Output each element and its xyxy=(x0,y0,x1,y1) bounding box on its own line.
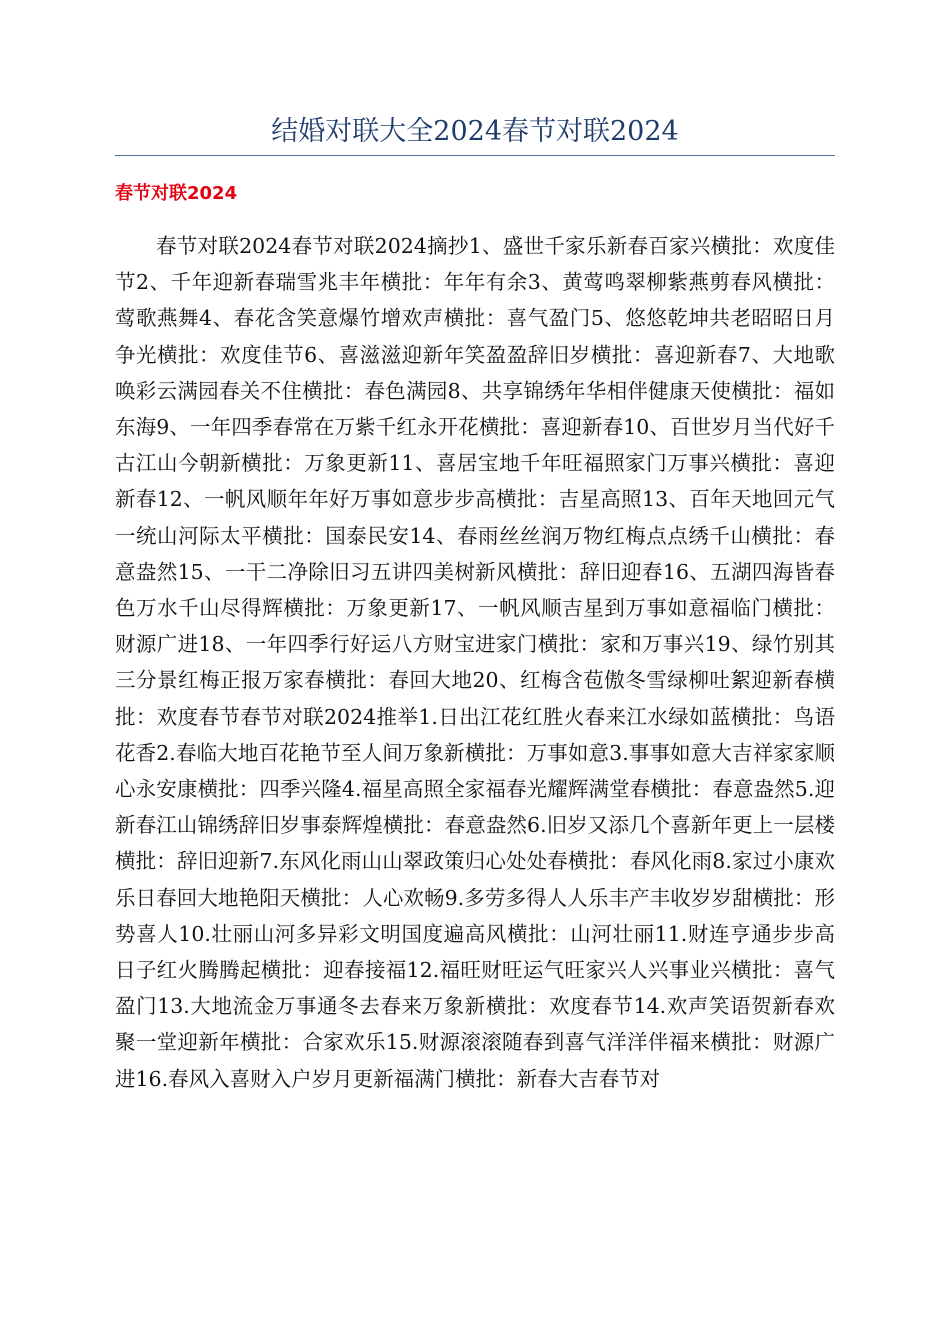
title-divider xyxy=(115,155,835,156)
section-heading: 春节对联2024 xyxy=(115,183,238,204)
body-paragraph: 春节对联2024春节对联2024摘抄1、盛世千家乐新春百家兴横批：欢度佳节2、千年迎新春瑞雪兆丰年横批：年年有余3、黄莺鸣翠柳紫燕剪春风横批：莺歌燕舞4、春花含笑意爆竹增欢声横批：喜气盈门5、悠悠乾坤共老昭昭日月争光横批：欢度佳节6、喜滋滋迎新年笑盈盈辞旧岁横批：喜迎新春7、大地歌唤彩云满园春关不住横批：春色满园8、共享锦绣年华相伴健康天使横批：福如东海9、一年四季春常在万紫千红永开花横批：喜迎新春10、百世岁月当代好千古江山今朝新横批：万象更新11、喜居宝地千年旺福照家门万事兴横批：喜迎新春12、一帆风顺年年好万事如意步步高横批：吉星高照13、百年天地回元气一统山河际太平横批：国泰民安14、春雨丝丝润万物红梅点点绣千山横批：春意盎然15、一干二净除旧习五讲四美树新风横批：辞旧迎春16、五湖四海皆春色万水千山尽得辉横批：万象更新17、一帆风顺吉星到万事如意福临门横批：财源广进18、一年四季行好运八方财宝进家门横批：家和万事兴19、绿竹别其三分景红梅正报万家春横批：春回大地20、红梅含苞傲冬雪绿柳吐絮迎新春横批：欢度春节春节对联2024推举1.日出江花红胜火春来江水绿如蓝横批：鸟语花香2.春临大地百花艳节至人间万象新横批：万事如意3.事事如意大吉祥家家顺心永安康横批：四季兴隆4.福星高照全家福春光耀辉满堂春横批：春意盎然5.迎新春江山锦绣辞旧岁事泰辉煌横批：春意盎然6.旧岁又添几个喜新年更上一层楼横批：辞旧迎新7.东风化雨山山翠政策归心处处春横批：春风化雨8.家过小康欢乐日春回大地艳阳天横批：人心欢畅9.多劳多得人人乐丰产丰收岁岁甜横批：形势喜人10.壮丽山河多异彩文明国度遍高风横批：山河壮丽11.财连亨通步步高日子红火腾腾起横批：迎春接福12.福旺财旺运气旺家兴人兴事业兴横批：喜气盈门13.大地流金万事通冬去春来万象新横批：欢度春节14.欢声笑语贺新春欢聚一堂迎新年横批：合家欢乐15.财源滚滚随春到喜气洋洋伴福来横批：财源广进16.春风入喜财入户岁月更新福满门横批：新春大吉春节对 xyxy=(115,234,835,1091)
document-title: 结婚对联大全2024春节对联2024 xyxy=(271,116,679,147)
